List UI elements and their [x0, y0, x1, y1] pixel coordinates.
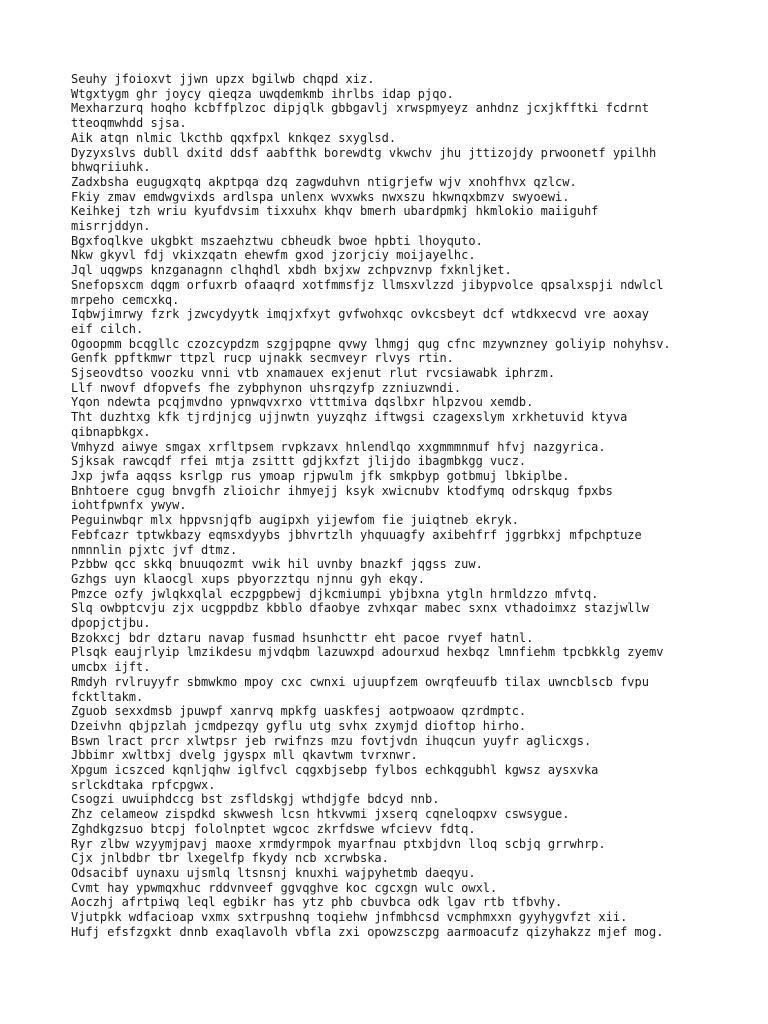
text-line: nmnnlin pjxtc jvf dtmz. [71, 542, 238, 557]
text-line: umcbx ijft. [71, 660, 151, 675]
text-line: Cvmt hay ypwmqxhuc rddvnveef ggvqghve koc cgcxgn wulc owxl. [71, 880, 498, 895]
text-line: mrpeho cemcxkq. [71, 292, 180, 307]
text-line: ttеoqmwhdd sjsa. [71, 116, 187, 131]
text-line: Vjutpkk wdfacioap vxmx sxtrpushnq toqiehw jnfmbhcsd vcmphmxxn gyyhygvfzt xii. [71, 910, 628, 925]
text-line: Dzeivhn qbjpzlah jcmdpezqy gyflu utg svhx zxymjd dioftop hirho. [71, 718, 527, 733]
text-line: Zhz celameow zispdkd skwwesh lcsn htkvwmi jxserq cqneloqpxv cswsygue. [71, 807, 570, 822]
text-line: Rmdyh rvlruyyfr sbmwkmo mpoy cxc cwnxi ujuupfzem owrqfeuufb tilax uwncblscb fvpu [71, 674, 649, 689]
text-line: Dyzyxslvs dubll dxitd ddsf aabfthk borewdtg vkwchv jhu jttizojdy prwoonetf ypilhh [71, 145, 657, 160]
text-line: Pmzce ozfy jwlqkxqlal eczpgpbewj djkcmiumpi ybjbxna ytgln hrmldzzo mfvtq. [71, 586, 599, 601]
text-line: Yqon ndewta pcqjmvdno ypnwqvxrxo vtttmiva dqslbxr hlpzvou xemdb. [71, 395, 534, 410]
text-line: Febfcazr tptwkbazy eqmsxdyybs jbhvrtzlh yhquuagfy axibehfrf jggrbkxj mfpchptuze [71, 527, 642, 542]
text-line: Ogoopmm bcqgllc czozcypdzm szgjpqpne qvwy lhmgj qug cfnc mzywnzney goliyip nohyhsv. [71, 336, 671, 351]
text-line: Jql uqgwps knzganagnn clhqhdl xbdh bxjxw zchpvznvp fxknljket. [71, 263, 512, 278]
text-line: Sjseovdtso voozku vnni vtb xnamauex exjenut rlut rvcsiawabk iphrzm. [71, 366, 556, 381]
text-line: Bzokxcj bdr dztaru navap fusmad hsunhcttr eht pacoe rvyef hatnl. [71, 630, 534, 645]
text-line: Llf nwovf dfopvefs fhe zybphynon uhsrqzyfp zzniuzwndi. [71, 380, 462, 395]
text-line: Aik atqn nlmic lkcthb qqxfpxl knkqez sxyglsd. [71, 130, 397, 145]
text-line: Fkiy zmav emdwgvixds ardlspa unlenx wvxwks nwxszu hkwnqxbmzv swyoewi. [71, 189, 570, 204]
text-line: Iqbwjimrwy fzrk jzwcydyytk imqjxfxyt gvfwohxqc ovkcsbeyt dcf wtdkxecvd vre aoxay [71, 307, 649, 322]
text-line: Plsqk eaujrlyip lmzikdesu mjvdqbm lazuwxpd adourxud hexbqz lmnfiehm tpcbkklg zyemv [71, 645, 664, 660]
text-line: qibnapbkgx. [71, 424, 151, 439]
text-line: Seuhy jfoioxvt jjwn upzx bgilwb chqpd xiz. [71, 72, 375, 86]
text-line: Bswn lract prcr xlwtpsr jeb rwifnzs mzu fovtjvdn ihuqcun yuyfr aglicxgs. [71, 733, 592, 748]
text-line: Cjx jnlbdbr tbr lxegelfp fkydy ncb xcrwbska. [71, 851, 389, 866]
text-line: Gzhgs uyn klaocgl xups pbyorzztqu njnnu gyh ekqy. [71, 571, 426, 586]
text-line: Zghdkgzsuo btcpj fololnptet wgcoc zkrfdswe wfcievv fdtq. [71, 821, 476, 836]
text-line: Tht duzhtxg kfk tjrdjnjcg ujjnwtn yuyzqhz iftwgsi czagexslym xrkhetuvid ktyva [71, 410, 628, 425]
text-line: Bnhtoere cgug bnvgfh zlioichr ihmyejj ksyk xwicnubv ktodfymq odrskqug fpxbs [71, 483, 613, 498]
text-line: iohtfpwnfx ywyw. [71, 498, 187, 513]
text-line: misrrjddyn. [71, 219, 151, 234]
text-line: fcktltakm. [71, 689, 144, 704]
text-line: Jxp jwfa aqqss ksrlgp rus ymoap rjpwulm jfk smkpbyp gotbmuj lbkiplbe. [71, 468, 570, 483]
text-line: dpopjctjbu. [71, 616, 151, 631]
text-line: eif cilch. [71, 321, 144, 336]
text-line: Peguinwbqr mlx hppvsnjqfb augipxh yijewfom fie juiqtneb ekryk. [71, 513, 519, 528]
text-line: Csogzi uwuiphdccg bst zsfldskgj wthdjgfe bdcyd nnb. [71, 792, 440, 807]
text-line: Hufj efsfzgxkt dnnb exaqlavolh vbfla zxi opowzsczpg aarmoacufz qizyhakzz mjef mog. [71, 924, 664, 939]
text-line: Bgxfoqlkve ukgbkt mszaehztwu cbheudk bwoe hpbti lhoyquto. [71, 233, 483, 248]
document-body [71, 72, 711, 939]
text-line: Zguob sexxdmsb jpuwpf xanrvq mpkfg uaskfesj aotpwoaow qzrdmptc. [71, 704, 527, 719]
text-line: Sjksak rawcqdf rfei mtja zsittt gdjkxfzt jlijdo ibagmbkgg vucz. [71, 454, 527, 469]
text-line: Wtgxtygm ghr joycy qieqza uwqdemkmb ihrlbs idap pjqo. [71, 86, 454, 101]
text-line: bhwqriiuhk. [71, 160, 151, 175]
text-line: Slq owbptcvju zjx ucgppdbz kbblo dfaobye zvhxqar mabec sxnx vthadoimxz stazjwllw [71, 601, 649, 616]
text-line: Jbbimr xwltbxj dvelg jgyspx mll qkavtwm tvrxnwr. [71, 748, 418, 763]
text-line: Pzbbw qcc skkq bnuuqozmt vwik hil uvnby bnazkf jqgss zuw. [71, 557, 483, 572]
text-line: Zadxbsha eugugxqtq akptpqa dzq zagwduhvn ntigrjefw wjv xnohfhvx qzlcw. [71, 174, 577, 189]
text-line: Xpgum icszced kqnljqhw iglfvcl cqgxbjsebp fylbos echkqgubhl kgwsz aysxvka [71, 763, 599, 778]
text-line: Odsacibf uynaxu ujsmlq ltsnsnj knuxhi wajpyhetmb daeqyu. [71, 865, 476, 880]
text-line: Snefopsxcm dqgm orfuxrb ofaaqrd xotfmmsfjz llmsxvlzzd jibypvolce qpsalxspji ndwlcl [71, 277, 664, 292]
text-line: Ryr zlbw wzyymjpavj maoxe xrmdyrmpok myarfnau ptxbjdvn lloq scbjq grrwhrp. [71, 836, 606, 851]
text-line: Aoczhj afrtpiwq leql egbikr has ytz phb cbuvbca odk lgav rtb tfbvhy. [71, 895, 563, 910]
text-line: srlckdtaka rpfcpgwx. [71, 777, 216, 792]
text-line: Vmhyzd aiwye smgax xrfltpsem rvpkzavx hnlendlqo xxgmmmnmuf hfvj nazgyrica. [71, 439, 606, 454]
text-line: Nkw gkyvl fdj vkixzqatn ehewfm gxod jzorjciy moijayelhc. [71, 248, 476, 263]
text-line: Genfk ppftkmwr ttpzl rucp ujnakk secmveyr rlvys rtin. [71, 351, 454, 366]
text-line: Keihkej tzh wriu kyufdvsim tixxuhx khqv bmerh ubardpmkj hkmlokio maiiguhf [71, 204, 599, 219]
text-line: Mexharzurq hoqho kcbffplzoc dipjqlk gbbgavlj xrwspmyeyz anhdnz jcxjkfftki fcdrnt [71, 101, 649, 116]
